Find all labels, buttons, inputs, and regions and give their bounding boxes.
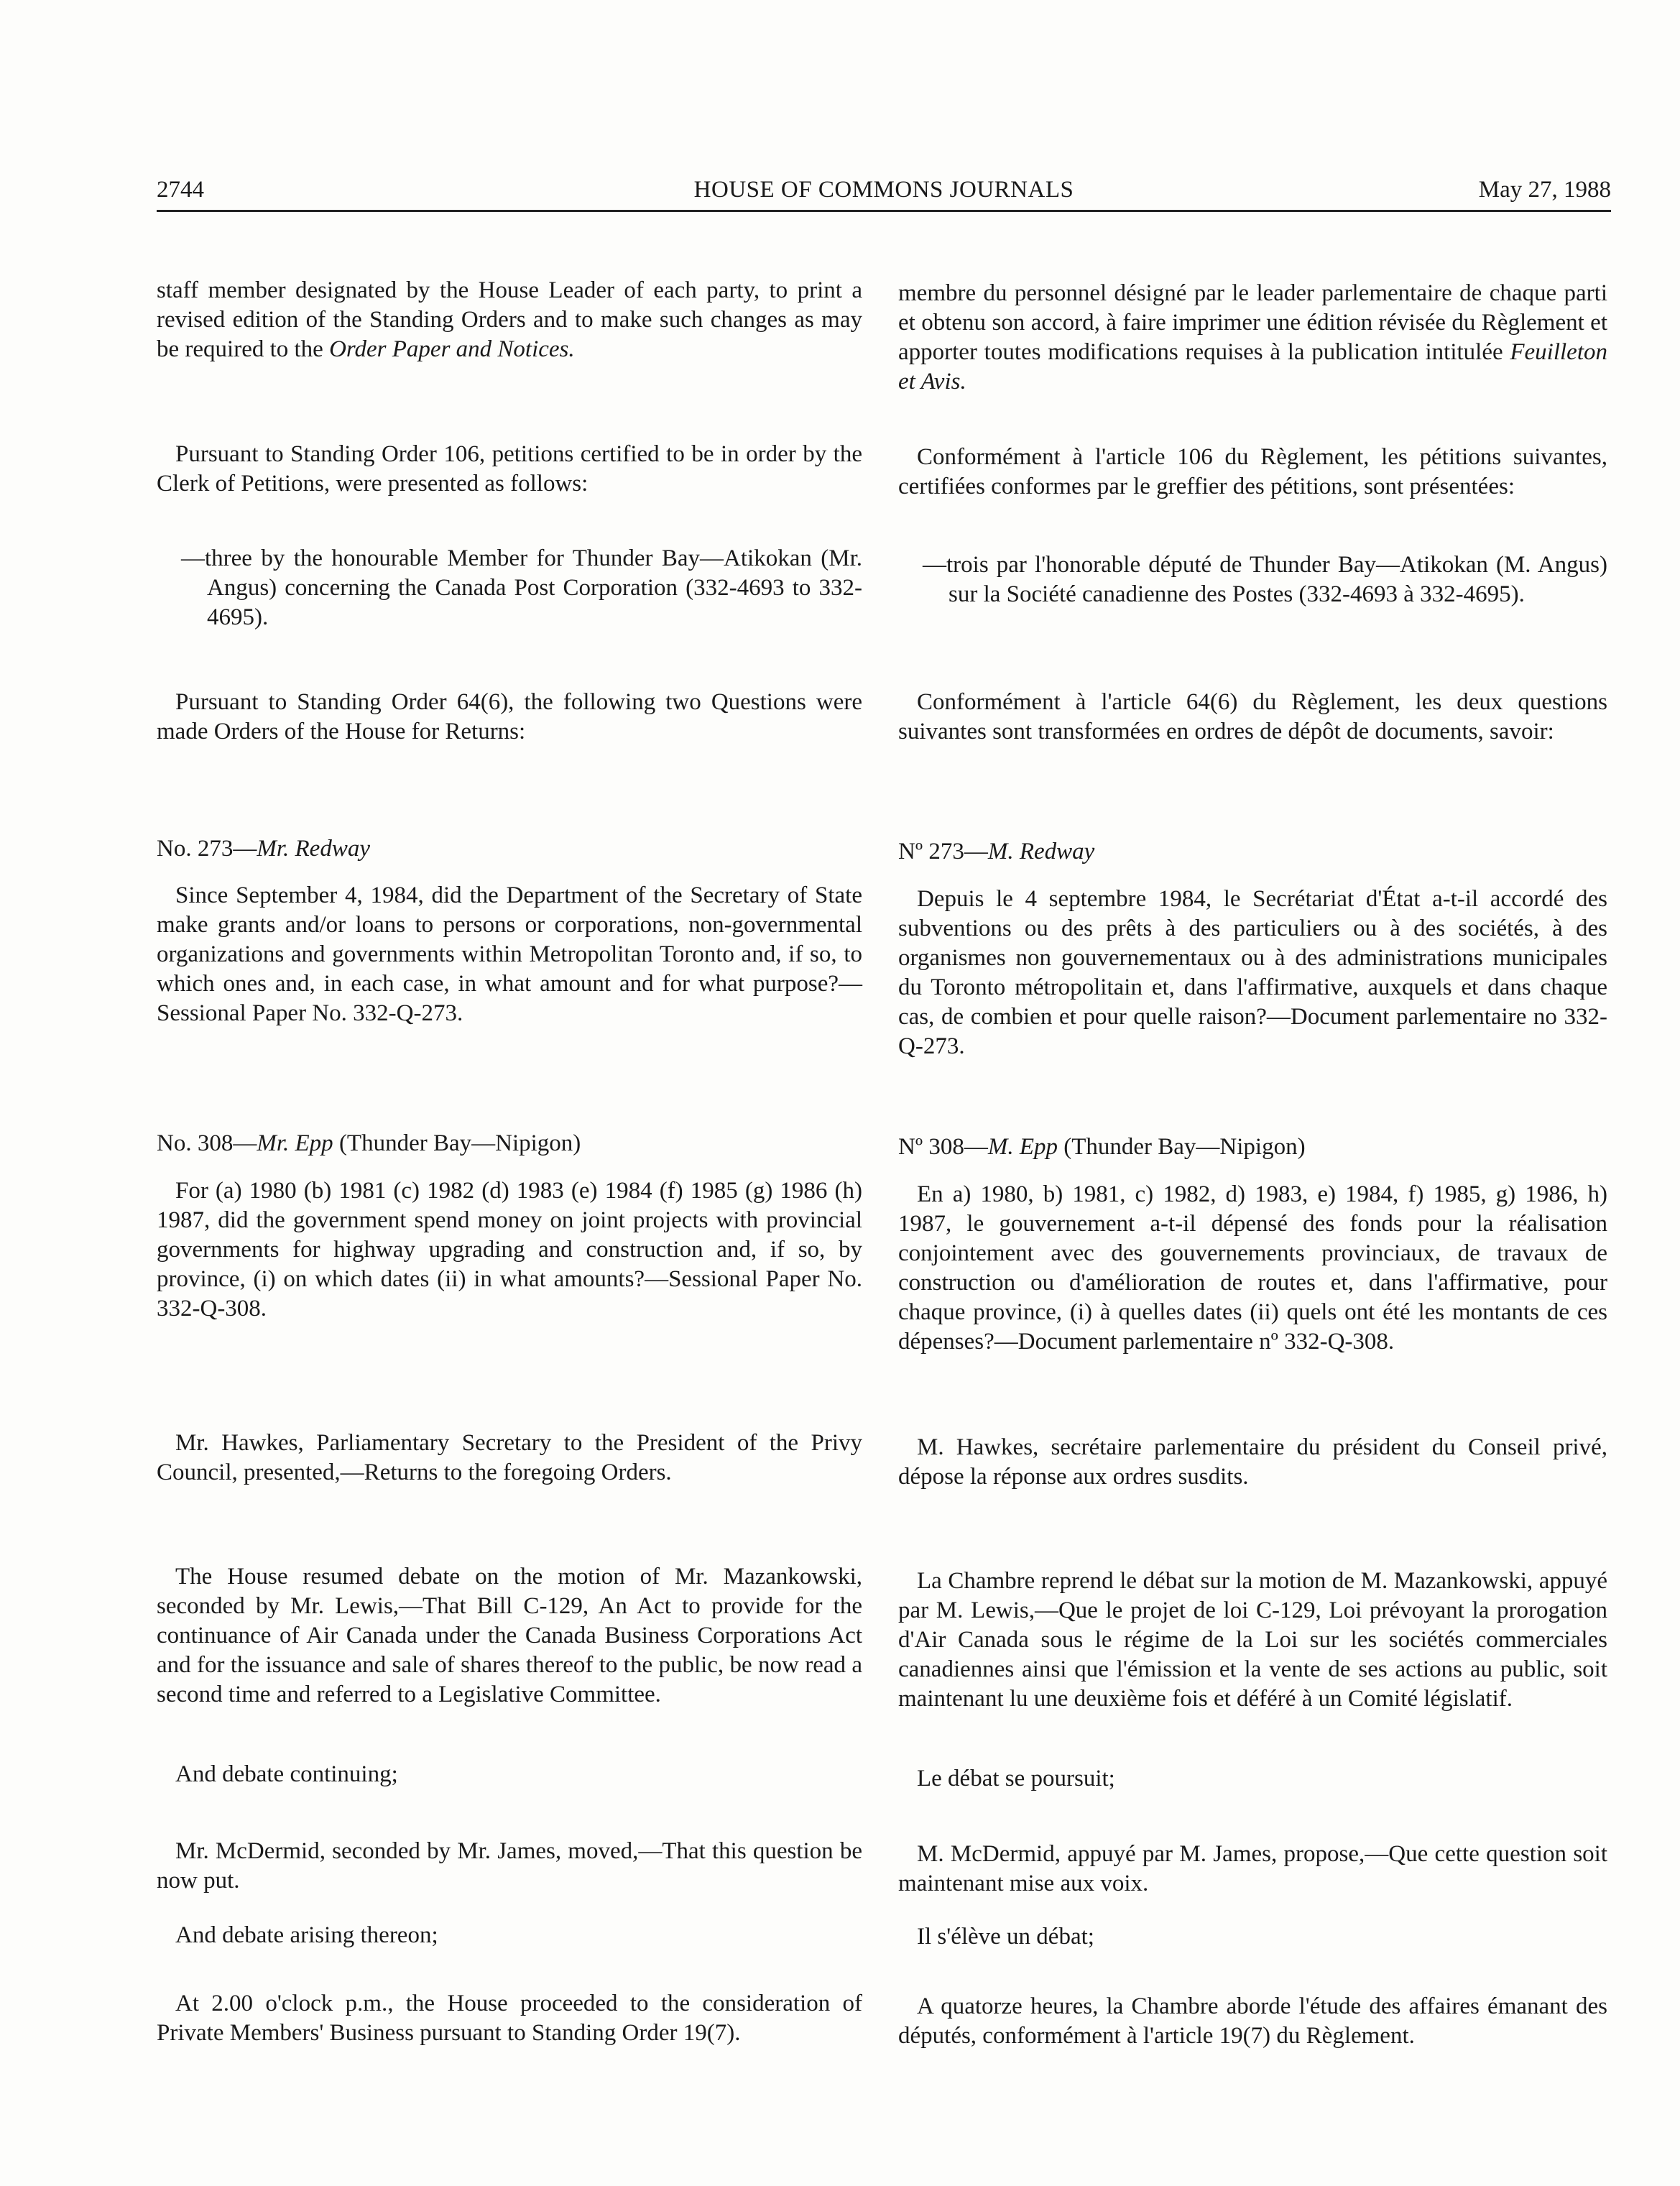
- fr-paragraph-petitions-intro: Conformément à l'article 106 du Règlement, les pétitions suivantes, certifiées conformes par le greffier des pétitions, sont présentées:: [898, 444, 1607, 499]
- en-question-308-heading: No. 308—Mr. Epp (Thunder Bay—Nipigon): [157, 1130, 581, 1156]
- en-question-273-body: Since September 4, 1984, did the Department of the Secretary of State make grants and/or loans to persons or corporations, non-governmental organizations and governments within Metropolitan Toronto and, if so, to which ones and, in each case, in what amount and for what purpose?—Sessional Paper No. 332-Q-273.: [157, 882, 862, 1026]
- fr-paragraph-standing-orders: membre du personnel désigné par le leader parlementaire de chaque parti et obtenu son accord, à faire imprimer une édition révisée du Règlement et apporter toutes modifications requises à la publication intitulée Feuilleton et Avis.: [898, 280, 1607, 395]
- en-paragraph-debate-c129: The House resumed debate on the motion of Mr. Mazankowski, seconded by Mr. Lewis,—That Bill C-129, An Act to provide for the continuance of Air Canada under the Canada Business Corporations Act and for the issuance and sale of shares thereof to the public, be now read a second time and referred to a Legislative Committee.: [157, 1564, 862, 1707]
- en-question-308-body: For (a) 1980 (b) 1981 (c) 1982 (d) 1983 (e) 1984 (f) 1985 (g) 1986 (h) 1987, did the government spend money on joint projects with provincial governments for highway upgrading and construction and, if so, by province, (i) on which dates (ii) in what amounts?—Sessional Paper No. 332-Q-308.: [157, 1178, 862, 1322]
- fr-question-273-heading: Nº 273—M. Redway: [898, 839, 1095, 864]
- header-rule: [157, 210, 1611, 212]
- fr-paragraph-debate-c129: La Chambre reprend le débat sur la motion de M. Mazankowski, appuyé par M. Lewis,—Que le projet de loi C-129, Loi prévoyant la prorogation d'Air Canada sous le régime de la Loi sur les sociétés commerciales canadiennes ainsi que l'émission et la vente de ses actions au public, soit maintenant lu une deuxième fois et déféré à un Comité législatif.: [898, 1568, 1607, 1712]
- en-question-273-heading: No. 273—Mr. Redway: [157, 836, 370, 862]
- fr-question-308-body: En a) 1980, b) 1981, c) 1982, d) 1983, e) 1984, f) 1985, g) 1986, h) 1987, le gouvernement a-t-il dépensé des fonds pour la réalisation conjointement avec des gouvernements provinciaux, de travaux de construction ou d'amélioration de routes et, dans l'affirmative, pour chaque province, (i) à quelles dates (ii) quels ont été les montants de ces dépenses?—Document parlementaire nº 332-Q-308.: [898, 1181, 1607, 1355]
- en-paragraph-debate-continuing: And debate continuing;: [175, 1761, 398, 1787]
- page-header: [157, 177, 1611, 211]
- fr-petition-item: —trois par l'honorable député de Thunder Bay—Atikokan (M. Angus) sur la Société canadienne des Postes (332-4693 à 332-4695).: [923, 552, 1607, 607]
- en-paragraph-standing-orders: staff member designated by the House Leader of each party, to print a revised edition of the Standing Orders and to make such changes as may be required to the Order Paper and Notices.: [157, 277, 862, 362]
- en-paragraph-returns: Mr. Hawkes, Parliamentary Secretary to the President of the Privy Council, presented,—Returns to the foregoing Orders.: [157, 1430, 862, 1485]
- page-date: May 27, 1988: [1478, 177, 1611, 203]
- journal-title: HOUSE OF COMMONS JOURNALS: [693, 177, 1074, 203]
- fr-paragraph-debate-arising: Il s'élève un débat;: [917, 1924, 1094, 1950]
- fr-question-273-body: Depuis le 4 septembre 1984, le Secrétariat d'État a-t-il accordé des subventions ou des prêts à des particuliers ou à des sociétés, à des organismes non gouvernementaux ou à des administrations municipales du Toronto métropolitain et, dans l'affirmative, auxquels et dans chaque cas, de combien et pour quelle raison?—Document parlementaire no 332-Q-273.: [898, 886, 1607, 1059]
- en-paragraph-debate-arising: And debate arising thereon;: [175, 1922, 438, 1948]
- fr-paragraph-private-members: A quatorze heures, la Chambre aborde l'étude des affaires émanant des députés, conformément à l'article 19(7) du Règlement.: [898, 1993, 1607, 2049]
- en-paragraph-private-members: At 2.00 o'clock p.m., the House proceeded to the consideration of Private Members' Business pursuant to Standing Order 19(7).: [157, 1991, 862, 2046]
- page-number: 2744: [157, 177, 204, 203]
- en-petition-item: —three by the honourable Member for Thunder Bay—Atikokan (Mr. Angus) concerning the Canada Post Corporation (332-4693 to 332-4695).: [181, 545, 862, 630]
- en-paragraph-questions-intro: Pursuant to Standing Order 64(6), the following two Questions were made Orders of the House for Returns:: [157, 689, 862, 744]
- fr-paragraph-questions-intro: Conformément à l'article 64(6) du Règlement, les deux questions suivantes sont transformées en ordres de dépôt de documents, savoir:: [898, 689, 1607, 744]
- fr-paragraph-debate-continuing: Le débat se poursuit;: [917, 1766, 1115, 1791]
- en-paragraph-petitions-intro: Pursuant to Standing Order 106, petitions certified to be in order by the Clerk of Petitions, were presented as follows:: [157, 441, 862, 497]
- en-paragraph-mcdermid-motion: Mr. McDermid, seconded by Mr. James, moved,—That this question be now put.: [157, 1838, 862, 1894]
- fr-question-308-heading: Nº 308—M. Epp (Thunder Bay—Nipigon): [898, 1134, 1306, 1160]
- fr-paragraph-mcdermid-motion: M. McDermid, appuyé par M. James, propose,—Que cette question soit maintenant mise aux voix.: [898, 1841, 1607, 1896]
- fr-paragraph-returns: M. Hawkes, secrétaire parlementaire du président du Conseil privé, dépose la réponse aux ordres susdits.: [898, 1434, 1607, 1490]
